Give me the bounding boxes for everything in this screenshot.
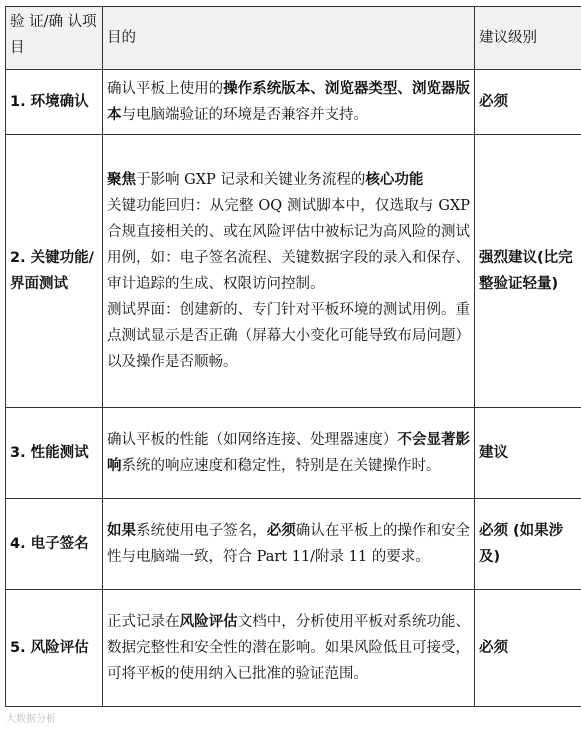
row-purpose: [103, 590, 475, 707]
purpose-bold-text: 聚焦: [107, 172, 136, 188]
row-level: 必须 (如果涉及): [475, 499, 581, 590]
table-row: [6, 590, 581, 707]
row-level: 建议: [475, 408, 581, 499]
validation-table: [5, 6, 581, 707]
purpose-text: 系统的响应速度和稳定性，特别是在关键操作时。: [121, 458, 441, 474]
purpose-text: 确认平板上使用的: [107, 81, 224, 97]
header-purpose: [103, 7, 475, 70]
row-purpose: [103, 499, 475, 590]
watermark: 大数据分析: [6, 714, 56, 725]
header-item-label: 验 证/确 认项目: [10, 14, 97, 56]
purpose-bold-text: 如果: [107, 523, 137, 539]
purpose-text: 确认平板的性能（如网络连接、处理器速度）: [107, 432, 398, 448]
header-item: [6, 7, 103, 70]
row-purpose: [103, 408, 475, 499]
purpose-text: 确认在平板上的操作和安全性与电脑端一致，符合 Part 11/附录 11 的要求。: [107, 523, 471, 565]
row-label: 2. 关键功能/界面测试: [6, 135, 103, 408]
purpose-bold-text: 必须: [266, 523, 296, 539]
header-level-label: 建议级别: [479, 30, 537, 46]
table-row: [6, 499, 581, 590]
row-label: 3. 性能测试: [6, 408, 103, 499]
purpose-paragraph: 测试界面：创建新的、专门针对平板环境的测试用例。重点测试显示是否正确（屏幕大小变化可能导致布局问题）以及操作是否顺畅。: [107, 302, 470, 370]
header-level: [475, 7, 581, 70]
row-label: 1. 环境确认: [6, 70, 103, 135]
purpose-bold-text: 风险评估: [179, 614, 238, 630]
row-level: 强烈建议(比完整验证轻量): [475, 135, 581, 408]
row-purpose: [103, 135, 475, 408]
purpose-bold-text: 操作系统版本、浏览器类型、浏览器版本: [107, 81, 471, 123]
purpose-text: 与电脑端验证的环境是否兼容并支持。: [121, 107, 368, 123]
purpose-bold-text: 不会显著影响: [107, 432, 471, 474]
purpose-text: 文档中，分析使用平板对系统功能、数据完整性和安全性的潜在影响。如果风险低且可接受，可将平板的使用纳入已批准的验证范围。: [107, 614, 471, 682]
purpose-text: 于影响 GXP 记录和关键业务流程的: [136, 172, 366, 188]
table-header-row: [6, 7, 581, 70]
row-level: 必须: [475, 590, 581, 707]
purpose-text: 系统使用电子签名，: [136, 523, 267, 539]
row-level: 必须: [475, 70, 581, 135]
purpose-text: 正式记录在: [107, 614, 180, 630]
header-purpose-label: 目的: [107, 30, 136, 46]
table-row: [6, 408, 581, 499]
row-label: 5. 风险评估: [6, 590, 103, 707]
purpose-bold-text: 核心功能: [365, 172, 424, 188]
purpose-paragraph: [107, 167, 470, 193]
row-purpose: [103, 70, 475, 135]
table-row: [6, 70, 581, 135]
purpose-paragraph: 关键功能回归：从完整 OQ 测试脚本中，仅选取与 GXP 合规直接相关的、或在风险评估中被标记为高风险的测试用例，如：电子签名流程、关键数据字段的录入和保存、审计追踪的生成、权限访问控制。: [107, 198, 470, 292]
table-row: [6, 135, 581, 408]
row-label: 4. 电子签名: [6, 499, 103, 590]
